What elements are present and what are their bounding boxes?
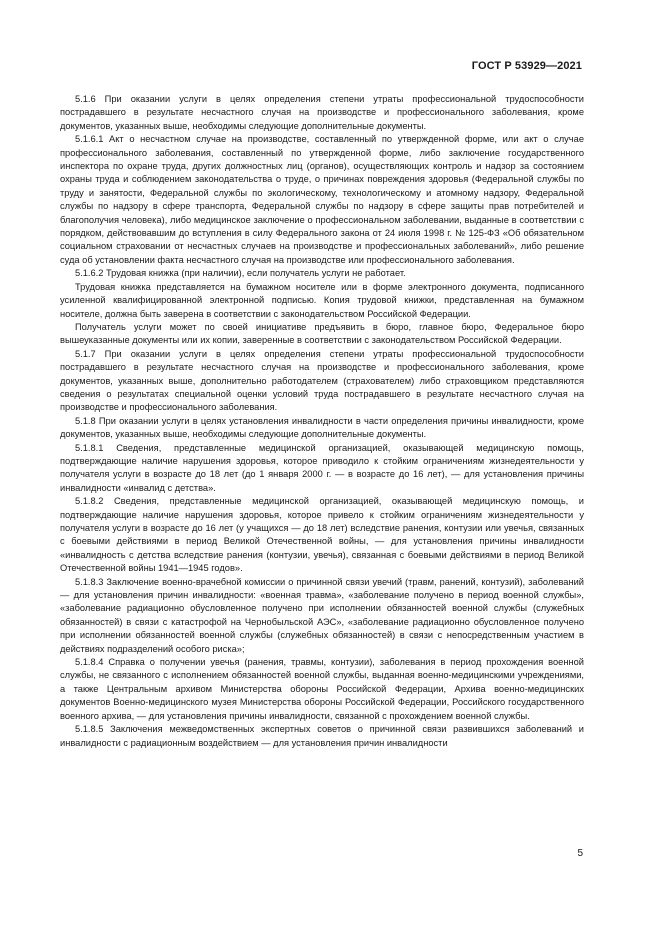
paragraph-5-1-8-1: 5.1.8.1 Сведения, представленные медицинской организацией, оказывающей медицинскую помощь, подтверждающие наличие нарушения здоровья, которое приводило к стойким ограничениям жизнедеятельности у получателя услуги в возрасте до 18 лет (до 1 января 2000 г. — в возрасте до 16 лет), — для установления причины инвалидности «инвалид с детства».: [60, 442, 584, 493]
paragraph-5-1-8-2: 5.1.8.2 Сведения, представленные медицинской организацией, оказывающей медицинскую помощь, и подтверждающие наличие нарушения здоровья, которое привело к стойким ограничениям жизнедеятельности у получателя услуги в возрасте до 16 лет (у учащихся — до 18 лет) вследствие ранения, контузии или увечья, связанных с боевыми действиями в период Великой Отечественной войны, — для установления причины инвалидности «инвалидность с детства вследствие ранения (контузии, увечья), связанная с боевыми действиями в период Великой Отечественной войны 1941—1945 годов».: [60, 496, 584, 574]
paragraph-5-1-8-4: 5.1.8.4 Справка о получении увечья (ранения, травмы, контузии), заболевания в период прохождения военной службы, не связанного с исполнением обязанностей военной службы, выданная военно-медицинскими учреждениями, а также Центральным архивом Министерства обороны Российской Федерации, Архива военно-медицинских документов Военно-медицинского музея Министерства обороны Российской Федерации, Российского государственного военного архива, — для установления причины инвалидности, связанной с прохождением военной службы.: [60, 657, 584, 721]
paragraph-5-1-6-1: 5.1.6.1 Акт о несчастном случае на производстве, составленный по утвержденной форме, или акт о случае профессионального заболевания, составленный по утвержденной форме, либо заключение государственного инспектора по охране труда, других должностных лиц (органов), осуществляющих контроль и надзор за состоянием охраны труда и соблюдением законодательства о труде, о причинах повреждения здоровья (Федеральной службы по труду и занятости, Федеральной службы по экологическому, технологическому и атомному надзору, Федеральной службы по надзору в сфере транспорта, Федеральной службы по надзору в сфере защиты прав потребителей и благополучия человека), либо медицинское заключение о профессиональном заболевании, выданные в соответствии с порядком, действовавшим до вступления в силу Федерального закона от 24 июля 1998 г. № 125-ФЗ «Об обязательном социальном страховании от несчастных случаев на производстве и профессиональных заболеваний», либо решение суда об установлении факта несчастного случая на производстве или профессионального заболевания.: [60, 134, 584, 265]
paragraph-work-book: Трудовая книжка представляется на бумажном носителе или в форме электронного документа, подписанного усиленной квалифицированной электронной подписью. Копия трудовой книжки, представленная на бумажном носителе, должна быть заверена в соответствии с законодательством Российской Федерации.: [60, 281, 584, 319]
document-body: [60, 93, 584, 750]
paragraph-5-1-8-3: 5.1.8.3 Заключение военно-врачебной комиссии о причинной связи увечий (травм, ранений, контузий), заболеваний — для установления причин инвалидности: «военная травма», «заболевание получено в период военной службы», «заболевание радиационно обусловленное получено при исполнении обязанностей военной службы (служебных обязанностей) в связи с катастрофой на Чернобыльской АЭС», «заболевание радиационно обусловленное получено при исполнении обязанностей военной службы (служебных обязанностей) в связи с непосредственным участием в действиях подразделений особого риска»;: [60, 576, 584, 654]
paragraph-5-1-7: 5.1.7 При оказании услуги в целях определения степени утраты профессиональной трудоспособности пострадавшего в результате несчастного случая на производстве и профессионального заболевания, кроме документов, указанных выше, дополнительно работодателем (страхователем) либо страховщиком представляются сведения о результатах специальной оценки условий труда пострадавшего в результате несчастного случая на производстве и профессионального заболевания.: [60, 348, 584, 413]
paragraph-5-1-6: 5.1.6 При оказании услуги в целях определения степени утраты профессиональной трудоспособности пострадавшего в результате несчастного случая на производстве и профессионального заболевания, кроме документов, указанных выше, необходимы следующие дополнительные документы.: [60, 94, 584, 131]
paragraph-5-1-6-2: 5.1.6.2 Трудовая книжка (при наличии), если получатель услуги не работает.: [75, 268, 406, 279]
document-header-standard-id: ГОСТ Р 53929—2021: [471, 60, 582, 72]
paragraph-5-1-8: 5.1.8 При оказании услуги в целях установления инвалидности в части определения причины инвалидности, кроме документов, указанных выше, необходимы следующие дополнительные документы.: [60, 415, 584, 440]
paragraph-5-1-8-5: 5.1.8.5 Заключения межведомственных экспертных советов о причинной связи развившихся заболеваний и инвалидности с радиационным воздействием — для установления причин инвалидности: [60, 724, 584, 748]
paragraph-recipient-initiative: Получатель услуги может по своей инициативе предъявить в бюро, главное бюро, Федеральное бюро вышеуказанные документы или их копии, заверенные в соответствии с законодательством Российской Федерации.: [60, 321, 584, 346]
page-number: 5: [577, 848, 583, 859]
